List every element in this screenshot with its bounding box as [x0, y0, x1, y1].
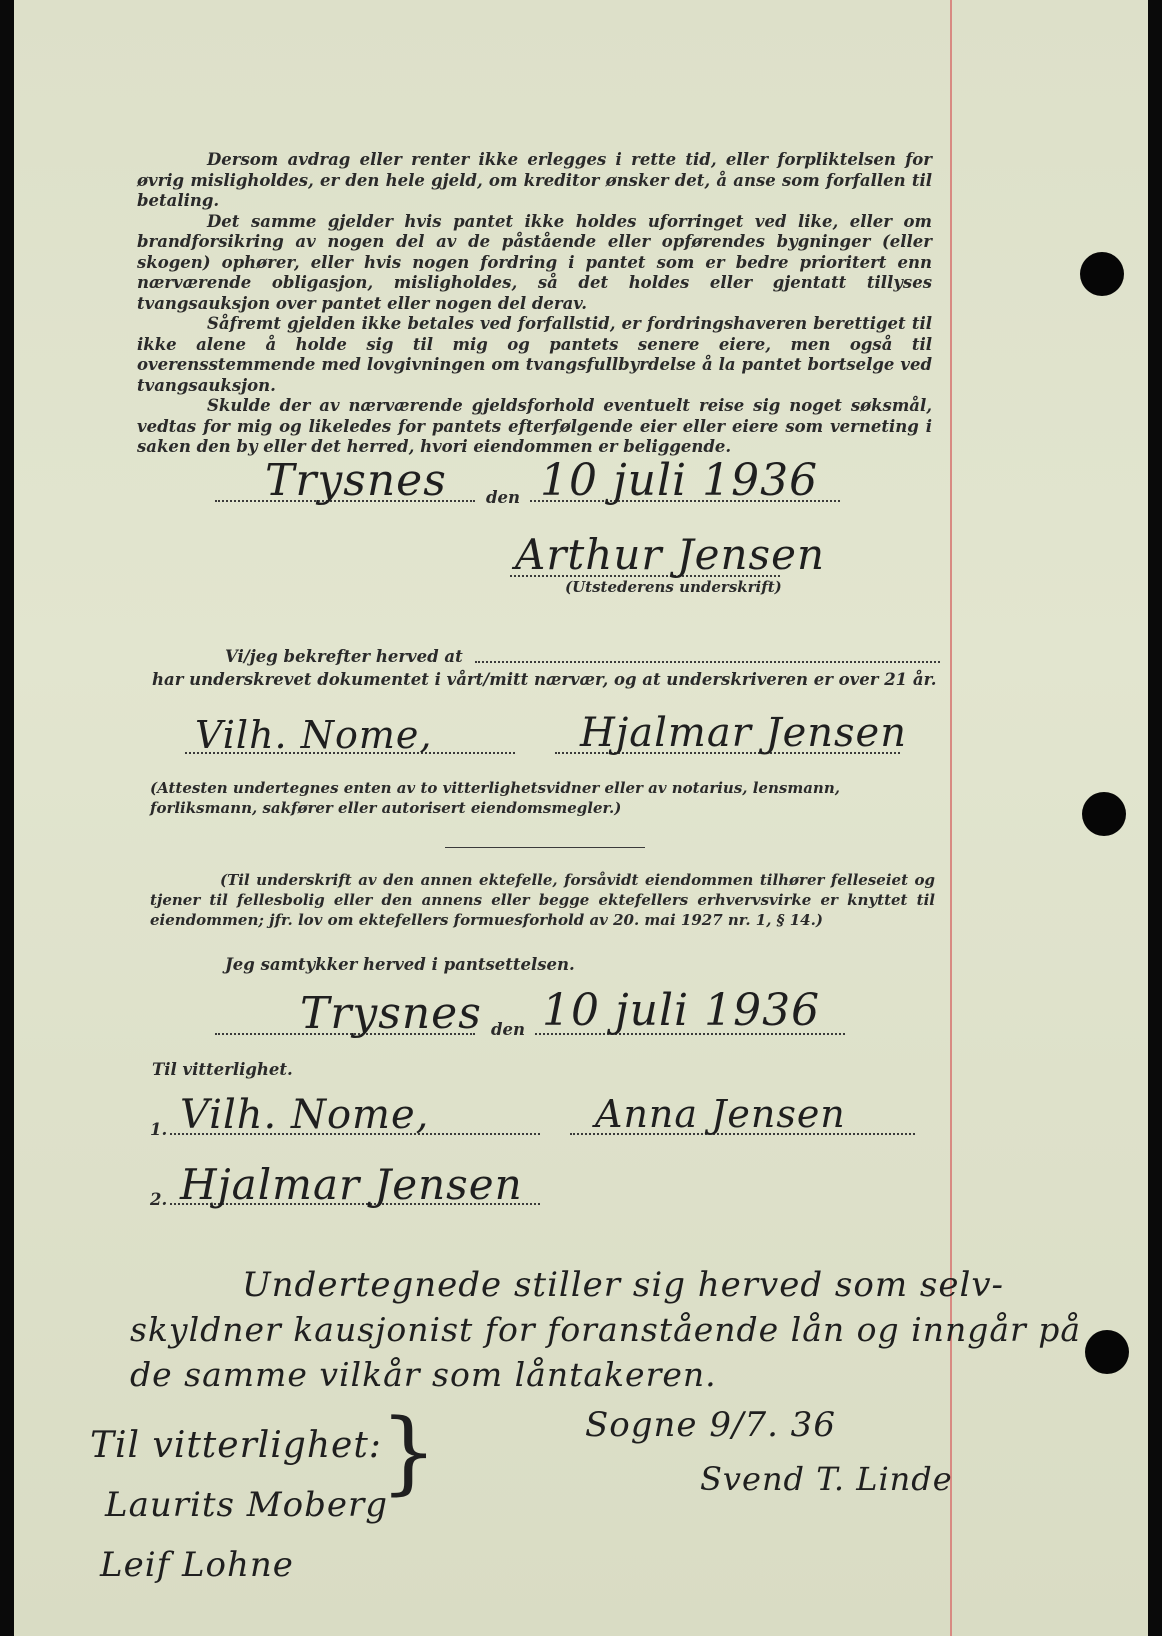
clause-venue: Skulde der av nærværende gjeldsforhold eventuelt reise sig noget søksmål, vedtas for mig og likeledes for pantets efterfølgende eier eller eiere som verneting i saken den by eller det herred, hvori eiendommen er beliggende. — [137, 396, 932, 456]
attestation-note: (Attesten undertegnes enten av to vitterlighetsvidner eller av notarius, lensmann, forliksmann, sakfører eller autorisert eiendomsmegler.) — [150, 779, 840, 817]
issuer-caption: (Utstederens underskrift) — [565, 578, 782, 596]
til-vitterlighet-label: Til vitterlighet. — [152, 1060, 293, 1079]
clauses-block — [137, 150, 932, 458]
scan-edge-left — [0, 0, 14, 1636]
document-page — [10, 0, 1150, 1636]
red-margin-line — [950, 0, 952, 1636]
separator-rule — [445, 847, 645, 848]
den-label-1: den — [486, 488, 521, 507]
confirm-line-2: har underskrevet dokumentet i vårt/mitt nærvær, og at underskriveren er over 21 år. — [152, 670, 937, 689]
witness-1b-signature: Anna Jensen — [595, 1092, 846, 1136]
addendum-line-2: skyldner kausjonist for foranstående lån og inngår på — [130, 1310, 1082, 1349]
witness-a-signature: Vilh. Nome, — [195, 713, 433, 757]
spouse-note: (Til underskrift av den annen ektefelle, forsåvidt eiendommen tilhører felleseiet og tjener til fellesbolig eller den annens eller begge ektefellers erhvervsvirke er knyttet til eiendommen; jfr. lov om ektefellers formuesforhold av 20. mai 1927 nr. 1, § 14.) — [150, 871, 935, 929]
addendum-line-1: Undertegnede stiller sig herved som selv- — [242, 1265, 1005, 1305]
addendum-witness-1: Laurits Moberg — [105, 1485, 388, 1525]
place-2: Trysnes — [300, 988, 482, 1039]
punch-hole-middle — [1082, 792, 1126, 836]
clause-default: Dersom avdrag eller renter ikke erlegges i rette tid, eller forpliktelsen for øvrig misligholdes, er den hele gjeld, om kreditor ønsker det, å anse som forfallen til betaling. — [137, 150, 932, 210]
issuer-signature: Arthur Jensen — [515, 530, 826, 579]
witness-1-number: 1. — [150, 1120, 168, 1139]
date-1: 10 juli 1936 — [540, 455, 819, 506]
consent-line: Jeg samtykker herved i pantsettelsen. — [225, 955, 575, 974]
punch-hole-bottom — [1085, 1330, 1129, 1374]
clause-collection: Såfremt gjelden ikke betales ved forfallstid, er fordringshaveren berettiget til ikke alene å holde sig til mig og pantets senere eiere, men også til overensstemmende med lovgivningen om tvangsfullbyrdelse å la pantet bortselge ved tvangsauksjon. — [137, 314, 932, 395]
date-2: 10 juli 1936 — [542, 985, 821, 1036]
place-1: Trysnes — [265, 455, 447, 506]
confirm-dotted-line — [475, 661, 940, 663]
scan-edge-right — [1148, 0, 1162, 1636]
addendum-place-date: Sogne 9/7. 36 — [585, 1405, 836, 1445]
addendum-witness-2: Leif Lohne — [100, 1545, 294, 1585]
witness-brace: } — [380, 1400, 438, 1505]
den-label-2: den — [491, 1020, 526, 1039]
clause-insurance: Det samme gjelder hvis pantet ikke holdes uforringet ved like, eller om brandforsikring av nogen del av de påstående eller opførendes bygninger (eller skogen) ophører, eller hvis nogen fordring i pantet som er bedre prioritert enn nærværende obligasjon, misligholdes, så det holdes eller gjentatt tillyses tvangsauksjon over pantet eller nogen del derav. — [137, 211, 932, 313]
addendum-witness-title: Til vitterlighet: — [90, 1425, 382, 1466]
witness-1-signature: Vilh. Nome, — [180, 1092, 430, 1138]
addendum-line-3: de samme vilkår som låntakeren. — [130, 1355, 717, 1394]
witness-2-signature: Hjalmar Jensen — [180, 1160, 523, 1209]
punch-hole-top — [1080, 252, 1124, 296]
addendum-signature: Svend T. Linde — [700, 1460, 953, 1498]
witness-2-number: 2. — [150, 1190, 168, 1209]
confirm-line-1: Vi/jeg bekrefter herved at — [225, 647, 463, 666]
witness-b-signature: Hjalmar Jensen — [580, 710, 907, 756]
